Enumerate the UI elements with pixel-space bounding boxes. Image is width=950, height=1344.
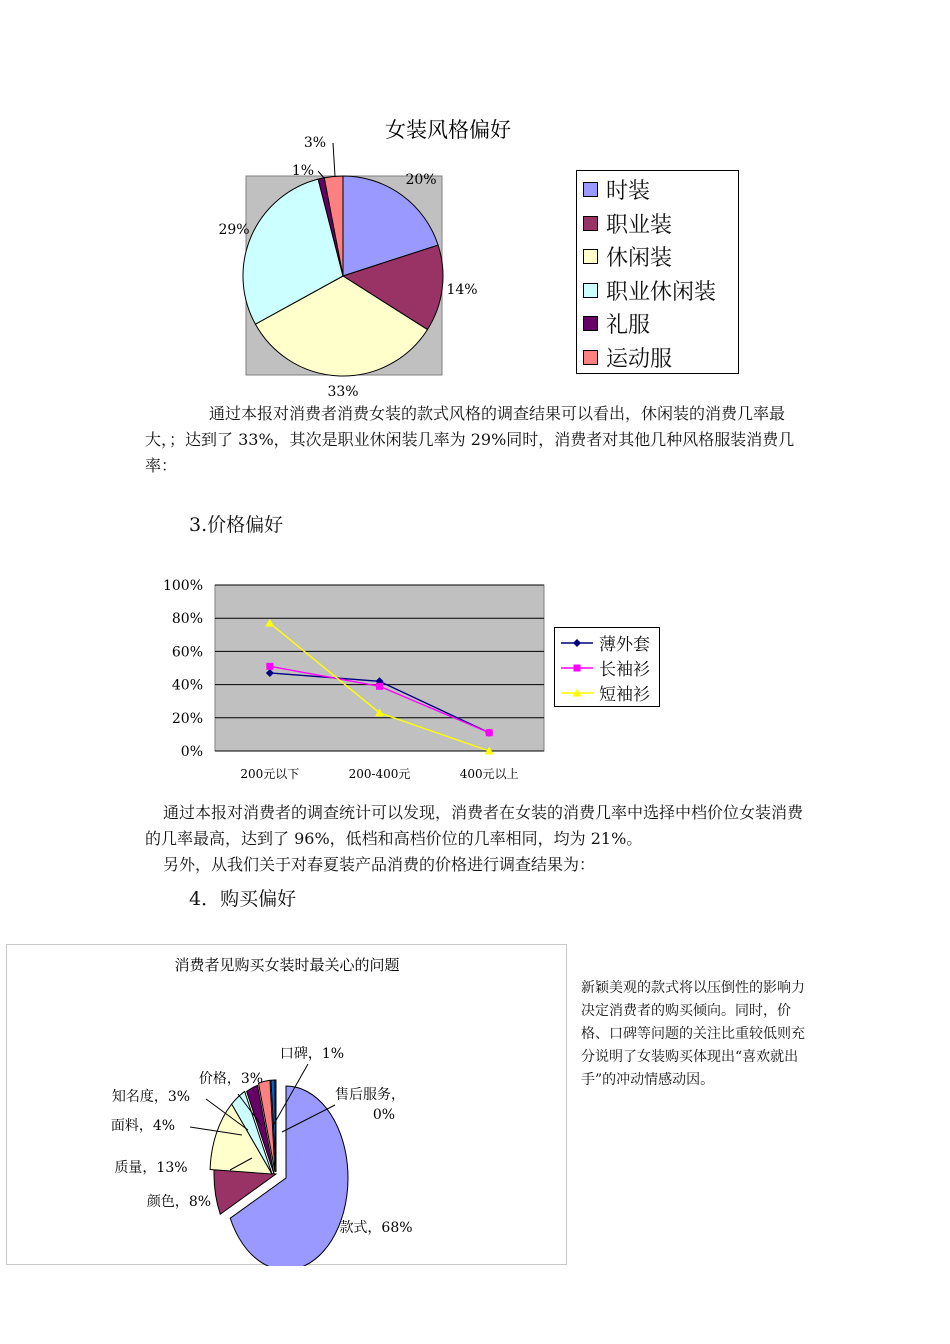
chart1-legend-item	[583, 240, 738, 274]
chart1-legend-label: 时装	[606, 179, 651, 205]
chart2-legend-label: 长袖衫	[599, 660, 650, 680]
chart1-legend	[576, 170, 739, 374]
chart2-legend-item	[561, 680, 659, 705]
chart2-legend-label: 薄外套	[599, 635, 650, 655]
chart3-data-label-item-1: 款式，68%	[339, 1220, 413, 1236]
chart3-data-label-item-3: 质量，13%	[114, 1160, 188, 1176]
chart2-data-point-item-2	[376, 683, 383, 690]
chart2-legend	[554, 627, 660, 707]
chart3-data-label-item-5: 知名度，3%	[111, 1089, 191, 1105]
chart1-data-label-item-5: 1%	[291, 163, 315, 179]
chart1-data-label-item-2: 14%	[446, 282, 478, 298]
chart1-legend-label: 休闲装	[606, 246, 673, 272]
chart2-plot-area	[215, 585, 544, 751]
chart2-legend-swatch	[561, 662, 593, 674]
style-preference-chart	[200, 110, 540, 400]
chart1-data-label-item-3: 33%	[327, 384, 359, 400]
chart2-legend-swatch	[561, 687, 593, 699]
chart1-legend-label: 职业装	[606, 212, 673, 238]
chart3-data-label-item-4: 面料，4%	[110, 1118, 176, 1134]
chart2-data-point-item-2	[486, 729, 493, 736]
chart3-data-label-item-6: 价格，3%	[198, 1071, 264, 1087]
chart2-x-tick-label: 200元以下	[240, 767, 300, 781]
chart2-y-tick-label: 80%	[171, 611, 203, 628]
chart2-legend-swatch	[561, 637, 593, 649]
chart1-legend-label: 运动服	[606, 346, 673, 372]
chart1-data-label-item-4: 29%	[218, 222, 250, 238]
chart2-legend-item	[561, 630, 659, 655]
chart3-data-label-item-8: 售后服务， 0%	[335, 1087, 405, 1123]
chart3-data-label-item-2: 颜色，8%	[146, 1194, 212, 1210]
price-analysis-text: 通过本报对消费者的调查统计可以发现，消费者在女装的消费几率中选择中档价位女装消费的几率最高，达到了 96%，低档和高档价位的几率相同，均为 21%。	[145, 803, 804, 848]
purchase-preference-heading: 4．购买偏好	[189, 888, 297, 910]
price-followup-text: 另外，从我们关于对春夏装产品消费的价格进行调查结果为：	[163, 855, 596, 874]
chart1-legend-swatch	[583, 249, 598, 264]
chart2-y-tick-label: 40%	[171, 677, 203, 694]
chart1-legend-label: 职业休闲装	[606, 279, 717, 305]
chart2-x-tick-label: 200-400元	[348, 767, 411, 781]
style-analysis-text: 通过本报对消费者消费女装的款式风格的调查结果可以看出，休闲装的消费几率最大，；达到了 33%，其次是职业休闲装几率为 29%同时，消费者对其他几种风格服装消费几率：	[145, 404, 795, 475]
chart1-legend-swatch	[583, 216, 598, 231]
chart2-data-point-item-2	[266, 663, 273, 670]
chart2-y-tick-label: 100%	[162, 578, 203, 594]
chart1-legend-item	[583, 341, 738, 375]
chart1-legend-item	[583, 207, 738, 241]
chart1-legend-swatch	[583, 316, 598, 331]
chart2-x-tick-label: 400元以上	[459, 767, 519, 781]
chart1-legend-item	[583, 274, 738, 308]
chart1-legend-swatch	[583, 350, 598, 365]
chart1-legend-swatch	[583, 182, 598, 197]
chart3-title: 消费者见购买女装时最关心的问题	[174, 956, 400, 974]
purchase-side-note-text: 新颖美观的款式将以压倒性的影响力决定消费者的购买倾向。同时，价格、口碑等问题的关注比重较低则充分说明了女装购买体现出“喜欢就出手”的冲动情感动因。	[581, 980, 805, 1088]
chart1-legend-item	[583, 307, 738, 341]
chart2-legend-label: 短袖衫	[599, 685, 650, 705]
price-followup-paragraph	[145, 852, 810, 878]
chart1-legend-item	[583, 173, 738, 207]
chart2-y-tick-label: 0%	[180, 744, 203, 760]
style-analysis-paragraph	[145, 401, 810, 479]
chart3-data-label-item-7: 口碑，1%	[279, 1046, 345, 1062]
chart2-y-tick-label: 20%	[171, 710, 203, 727]
price-preference-heading: 3.价格偏好	[189, 514, 284, 536]
chart1-legend-swatch	[583, 283, 598, 298]
price-analysis-paragraph	[145, 800, 810, 852]
purchase-concern-chart	[6, 944, 568, 1266]
chart2-y-tick-label: 60%	[171, 644, 203, 661]
chart1-data-label-item-1: 20%	[405, 172, 437, 188]
chart1-title: 女装风格偏好	[385, 118, 511, 142]
chart1-leader-line	[333, 143, 335, 176]
chart2-legend-item	[561, 655, 659, 680]
chart1-legend-label: 礼服	[606, 313, 651, 339]
price-preference-chart	[150, 572, 550, 787]
chart1-data-label-item-6: 3%	[303, 135, 327, 151]
purchase-side-note	[581, 977, 813, 1092]
